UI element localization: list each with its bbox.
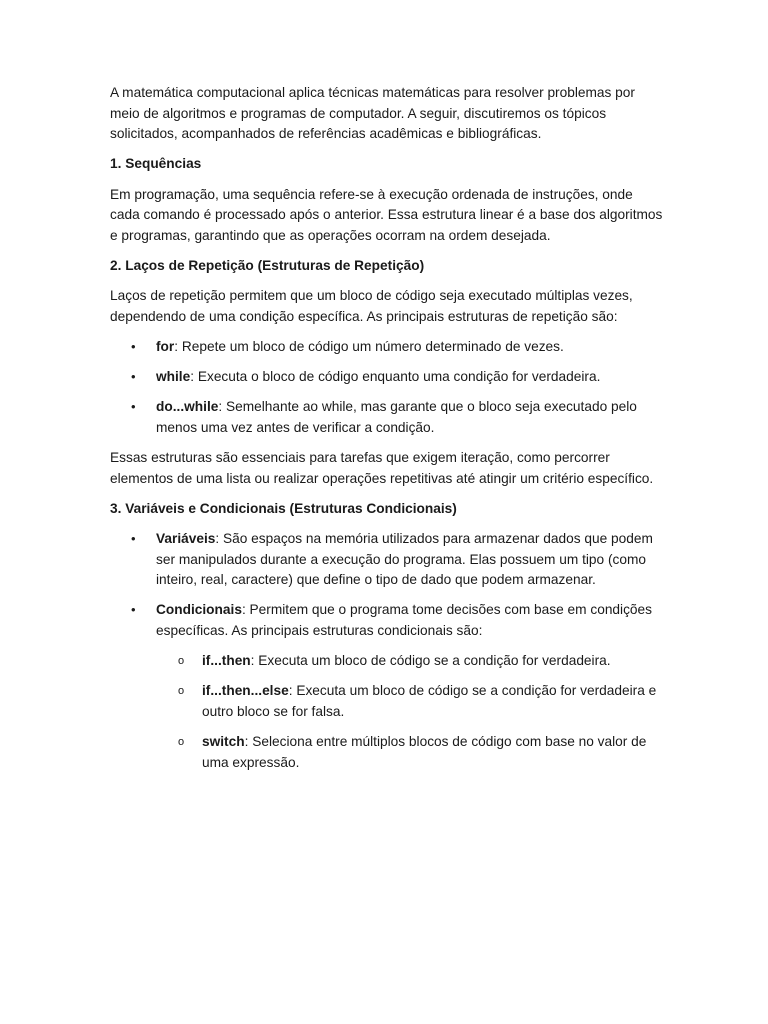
section-2-outro: Essas estruturas são essenciais para tarefas que exigem iteração, como percorrer elementos de uma lista ou realizar operações repetitivas até atingir um critério específico. — [110, 450, 654, 486]
circle-bullet-icon: o — [178, 685, 185, 698]
section-2-intro: Laços de repetição permitem que um bloco de código seja executado múltiplas vezes, dependendo de uma condição específica. As principais estruturas de repetição são: — [110, 288, 633, 324]
circle-bullet-icon: o — [178, 655, 185, 668]
bullet-icon: • — [131, 369, 136, 385]
document-page — [110, 83, 666, 783]
loop-structures-list — [110, 337, 666, 439]
list-item — [110, 600, 666, 773]
section-3-heading: 3. Variáveis e Condicionais (Estruturas Condicionais) — [110, 500, 457, 516]
conditional-structures-sublist — [156, 651, 666, 773]
list-item-term: Variáveis — [156, 531, 216, 547]
sublist-item-desc: : Executa um bloco de código se a condição for verdadeira. — [250, 653, 611, 669]
variables-conditionals-list — [110, 529, 666, 773]
bullet-icon: • — [131, 399, 136, 415]
sublist-item-term: switch — [202, 734, 245, 750]
list-item — [110, 337, 666, 358]
list-item-desc: : Permitem que o programa tome decisões com base em condições específicas. As principais estruturas condicionais são: — [156, 602, 652, 638]
list-item — [110, 529, 666, 591]
section-2-heading: 2. Laços de Repetição (Estruturas de Repetição) — [110, 257, 425, 273]
bullet-icon: • — [131, 602, 136, 618]
sublist-item — [156, 651, 666, 672]
intro-paragraph: A matemática computacional aplica técnicas matemáticas para resolver problemas por meio de algoritmos e programas de computador. A seguir, discutiremos os tópicos solicitados, acompanhados de referências acadêmicas e bibliográficas. — [110, 85, 635, 142]
list-item-term: Condicionais — [156, 602, 242, 618]
list-item-desc: : São espaços na memória utilizados para armazenar dados que podem ser manipulados durante a execução do programa. Elas possuem um tipo (como inteiro, real, caractere) que define o tipo de dado que podem armazenar. — [156, 531, 653, 588]
section-1-heading: 1. Sequências — [110, 156, 202, 172]
circle-bullet-icon: o — [178, 736, 185, 749]
bullet-icon: • — [131, 338, 136, 354]
sublist-item — [156, 732, 666, 773]
list-item — [110, 397, 666, 438]
sublist-item-term: if...then...else — [202, 683, 289, 699]
bullet-icon: • — [131, 531, 136, 547]
sublist-item-desc: : Executa um bloco de código se a condição for verdadeira e outro bloco se for falsa. — [202, 683, 657, 719]
section-1-body: Em programação, uma sequência refere-se à execução ordenada de instruções, onde cada comando é processado após o anterior. Essa estrutura linear é a base dos algoritmos e programas, garantindo que as operações ocorram na ordem desejada. — [110, 186, 663, 243]
list-item-term: for — [156, 338, 175, 354]
sublist-item-term: if...then — [202, 653, 251, 669]
sublist-item-desc: : Seleciona entre múltiplos blocos de código com base no valor de uma expressão. — [202, 734, 647, 770]
sublist-item — [156, 681, 666, 722]
list-item-desc: : Semelhante ao while, mas garante que o bloco seja executado pelo menos uma vez antes de verificar a condição. — [156, 399, 637, 435]
list-item-desc: : Repete um bloco de código um número determinado de vezes. — [174, 338, 564, 354]
list-item-desc: : Executa o bloco de código enquanto uma condição for verdadeira. — [190, 369, 601, 385]
list-item — [110, 367, 666, 388]
list-item-term: do...while — [156, 399, 219, 415]
list-item-term: while — [156, 369, 191, 385]
